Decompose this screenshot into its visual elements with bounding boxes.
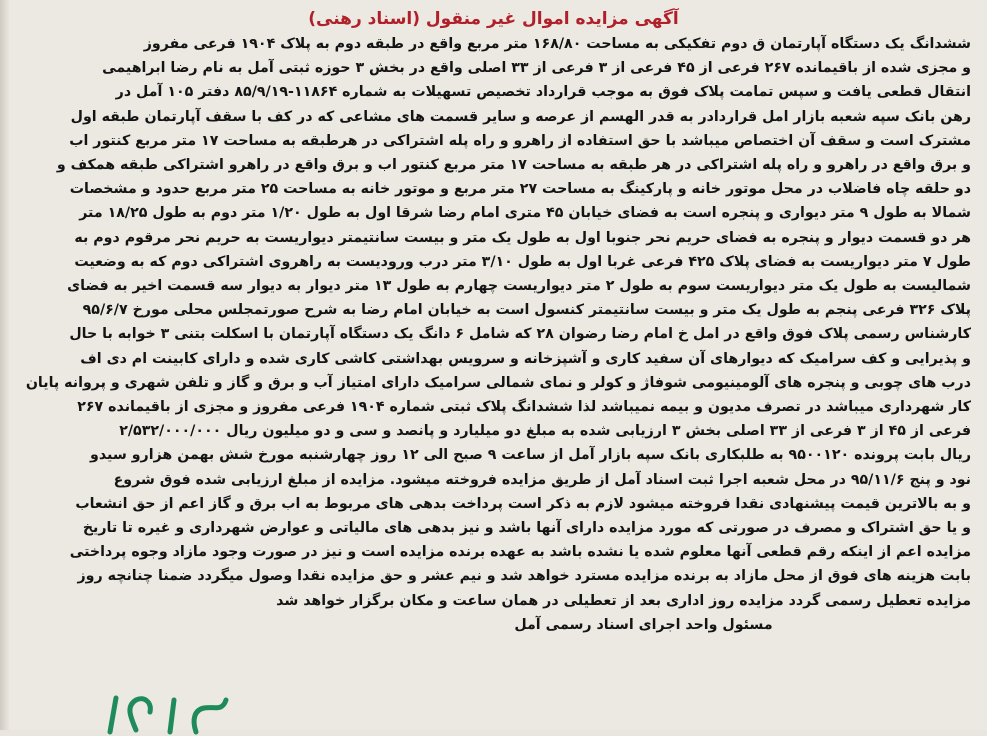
page-edge-shadow — [0, 0, 10, 730]
notice-signature: مسئول واحد اجرای اسناد رسمی آمل — [514, 616, 773, 633]
notice-title: آگهی مزایده اموال غیر منقول (اسناد رهنی) — [308, 9, 679, 29]
handwritten-mark-icon — [96, 692, 246, 736]
notice-body: ششدانگ یک دستگاه آپارتمان ق دوم تفکیکی به مساحت ۱۶۸/۸۰ متر مربع واقع در طبقه دوم به پلاک ۱۹۰۴ فرعی مفروز و مجزی شده از باقیمانده ۲۶۷ فرعی از ۴۵ فرعی از ۳ فرعی از ۳۳ اصلی واقع در بخش ۳ حوزه ثبتی آمل به نام رضا ابراهیمی انتقال قطعی یافت و سپس تمامت پلاک فوق به موجب قرارداد تخصیص تسهیلات به شماره ۱۱۸۶۴-۸۵/۹/۱۹ دفتر ۱۰۵ آمل در رهن بانک سپه شعبه بازار امل قراردادر به قدر الهسم از عرصه و سایر قسمت های مشاعی که در کف با سقف آپارتمان طبقه اول مشترک است و سقف آن اختصاص میباشد با حق استفاده از راهرو و راه پله اشتراکی در هرطبقه به مساحت ۱۷ متر مربع کنتور اب و برق واقع در راهرو و راه پله اشتراکی در هر طبقه به مساحت ۱۷ متر مربع کنتور اب و برق واقع در راهرو اشتراکی طبقه همکف و دو حلقه چاه فاضلاب در محل موتور خانه و پارکینگ به مساحت ۲۷ متر مربع و موتور خانه به مساحت ۲۵ متر مربع حدود و مشخصات شمالا به طول ۹ متر دیواری و پنجره است به فضای خیابان ۴۵ متری امام رضا شرقا اول به طول ۱/۲۰ متر دوم به طول ۱۸/۲۵ متر هر دو قسمت دیوار و پنجره به فضای حریم نحر جنوبا اول به طول یک متر و بیست سانتیمتر دیواریست به حریم نحر مرقوم دوم به طول ۷ متر دیواریست به فضای پلاک ۴۲۵ فرعی غربا اول به طول ۳/۱۰ متر درب ورودیست به راهروی اشتراکی دوم که به وضعیت شمالیست به طول یک متر دیواریست سوم به طول ۲ متر دیواریست چهارم به طول ۱۳ متر دیوار به دیوار سه قسمت اخیر به فضای پلاک ۳۲۶ فرعی پنجم به طول یک متر و بیست سانتیمتر کنسول است به خیابان امام رضا به شرح صورتمجلس محلی مورخ ۹۵/۶/۷ کارشناس رسمی پلاک فوق واقع در امل خ امام رضا رضوان ۲۸ که شامل ۶ دانگ یک دستگاه آپارتمان با اسکلت بتنی ۳ خوابه با حال و پذیرایی و کف سرامیک که دیوارهای آن سفید کاری و آشپزخانه و سرویس بهداشتی کاشی کاری شده و دارای کابینت ام دی اف درب های چوبی و پنجره های آلومینیومی شوفاژ و کولر و نمای شمالی سرامیک دارای امتیاز آب و برق و گاز و تلفن شهری و پروانه پایان کار شهرداری میباشد در تصرف مدیون و بیمه نمیباشد لذا ششدانگ پلاک ثبتی شماره ۱۹۰۴ فرعی مفروز و مجزی از باقیمانده ۲۶۷ فرعی از ۴۵ از ۳ فرعی از ۳۳ اصلی بخش ۳ ارزیابی شده به مبلغ دو میلیارد و پانصد و سی و دو میلیون ریال ۲/۵۳۲/۰۰۰/۰۰۰ ریال بابت پرونده ۹۵۰۰۱۲۰ به طلبکاری بانک سپه بازار آمل از ساعت ۹ صبح الی ۱۲ روز چهارشنبه مورخ شش بهمن هزارو سیدو نود و پنج ۹۵/۱۱/۶ در محل شعبه اجرا ثبت اسناد آمل از طریق مزایده فروخته میشود. مزایده از مبلغ ارزیابی شده فوق شروع و به بالاترین قیمت پیشنهادی نقدا فروخته میشود لازم به ذکر است پرداخت بدهی های مربوط به اب برق و گاز اعم از حق انشعاب و یا حق اشتراک و مصرف در صورتی که مورد مزایده دارای آنها باشد و نیز بدهی های مالیاتی و عوارض شهرداری و غیره تا تاریخ مزایده اعم از اینکه رقم قطعی آنها معلوم شده یا نشده باشد به عهده برنده مزایده است و نیز در صورت وجود مازاد وجوه پرداختی بابت هزینه های فوق از محل مازاد به برنده مزایده مسترد خواهد شد و نیم عشر و حق مزایده نقدا وصول میگردد ضمنا چنانچه روز مزایده تعطیل رسمی گردد مزایده روز اداری بعد از تعطیلی در همان ساعت و مکان برگزار خواهد شد — [25, 36, 971, 609]
